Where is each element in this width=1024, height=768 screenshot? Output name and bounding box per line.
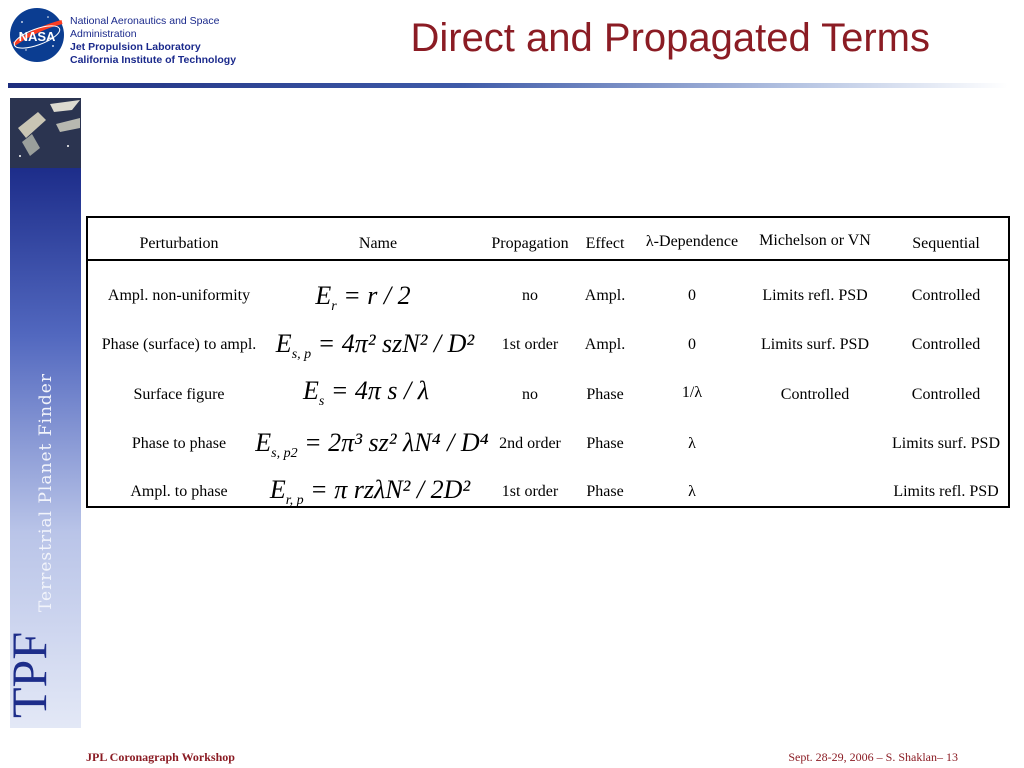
footer-event: JPL Coronagraph Workshop xyxy=(86,750,235,764)
row-1-michelson: Limits refl. PSD xyxy=(762,287,868,304)
row-1-perturbation: Ampl. non-uniformity xyxy=(107,287,251,304)
row-4-dependence: λ xyxy=(688,435,696,452)
row-1-sequential: Controlled xyxy=(911,287,981,304)
org-line-4: California Institute of Technology xyxy=(70,54,237,66)
row-1-equation: $E_r = r / 2$ xyxy=(315,281,411,314)
row-3-propagation: no xyxy=(522,386,538,403)
sidebar-subtitle: Terrestrial Planet Finder xyxy=(36,373,56,612)
column-header-dependence: λ-Dependence xyxy=(645,233,739,250)
row-4-equation: $E_{s, p2} = 2\pi^3$ sz² λN⁴ / D⁴ xyxy=(255,428,489,461)
row-3-michelson: Controlled xyxy=(780,386,850,403)
header-divider xyxy=(88,259,1008,261)
column-header-sequential: Sequential xyxy=(912,235,980,252)
row-1-dependence: 0 xyxy=(688,287,696,304)
row-4-sequential: Limits surf. PSD xyxy=(891,435,1001,452)
row-5-sequential: Limits refl. PSD xyxy=(893,483,999,500)
row-2-michelson: Limits surf. PSD xyxy=(760,336,870,353)
org-line-2: Administration xyxy=(70,28,137,40)
row-3-sequential: Controlled xyxy=(911,386,981,403)
row-2-effect: Ampl. xyxy=(584,336,626,353)
row-3-perturbation: Surface figure xyxy=(133,386,225,403)
column-header-perturbation: Perturbation xyxy=(139,235,219,252)
spacecraft-image xyxy=(10,98,81,168)
row-3-dependence: 1/λ xyxy=(681,384,703,401)
org-line-1: National Aeronautics and Space xyxy=(70,15,220,27)
row-3-effect: Phase xyxy=(586,386,624,403)
sidebar-abbrev: TPF xyxy=(1,631,57,718)
row-3-equation: $E_s = 4\pi$ s / λ xyxy=(302,376,430,409)
row-2-equation: $E_{s, p} = 4\pi^2$ szN² / D² xyxy=(275,329,475,362)
slide-title: Direct and Propagated Terms xyxy=(410,16,930,60)
row-4-propagation: 2nd order xyxy=(499,435,561,452)
column-header-effect: Effect xyxy=(585,235,625,252)
row-2-sequential: Controlled xyxy=(911,336,981,353)
row-4-perturbation: Phase to phase xyxy=(131,435,227,452)
org-line-3: Jet Propulsion Laboratory xyxy=(70,41,201,53)
row-2-propagation: 1st order xyxy=(501,336,559,353)
row-5-effect: Phase xyxy=(586,483,624,500)
row-2-dependence: 0 xyxy=(688,336,696,353)
column-header-name: Name xyxy=(358,235,398,252)
footer-date-author: Sept. 28-29, 2006 – S. Shaklan– 13 xyxy=(788,750,958,764)
row-5-dependence: λ xyxy=(688,483,696,500)
row-5-propagation: 1st order xyxy=(501,483,559,500)
row-4-effect: Phase xyxy=(586,435,624,452)
column-header-michelson: Michelson or VN xyxy=(759,232,871,249)
logo-wordmark: NASA xyxy=(18,29,56,44)
row-5-equation: $E_{r, p} = \pi$ rzλN² / 2D² xyxy=(269,475,471,508)
row-1-effect: Ampl. xyxy=(584,287,626,304)
header-rule xyxy=(8,83,1008,88)
terms-table xyxy=(86,216,1010,508)
row-2-perturbation: Phase (surface) to ampl. xyxy=(101,336,257,353)
row-5-perturbation: Ampl. to phase xyxy=(130,483,228,500)
column-header-propagation: Propagation xyxy=(491,235,569,252)
row-1-propagation: no xyxy=(522,287,538,304)
